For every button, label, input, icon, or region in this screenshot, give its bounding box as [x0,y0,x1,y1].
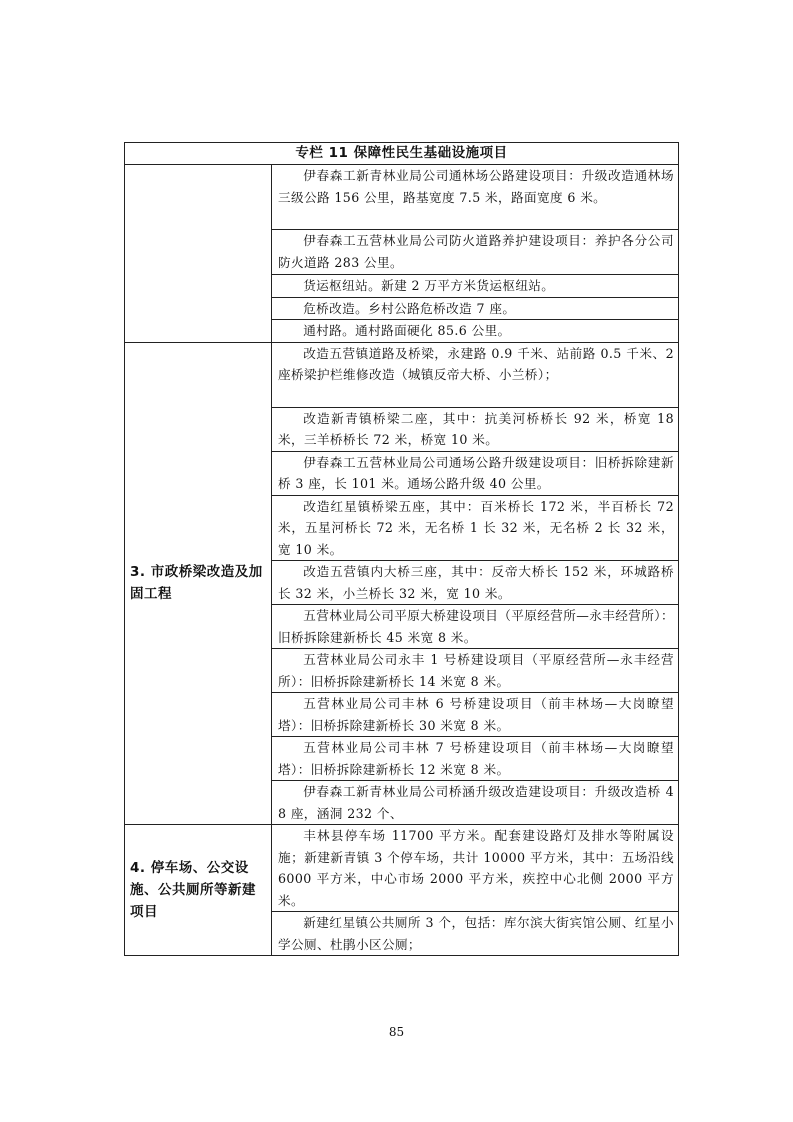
project-item: 五营林业局公司丰林 7 号桥建设项目（前丰林场—大岗瞭望塔）：旧桥拆除建新桥长 12 米宽 8 米。 [272,737,679,781]
project-item: 伊春森工新青林业局公司通林场公路建设项目：升级改造通林场三级公路 156 公里，路基宽度 7.5 米，路面宽度 6 米。 [272,165,679,230]
infrastructure-projects-table [124,142,679,956]
project-item: 伊春森工五营林业局公司通场公路升级建设项目：旧桥拆除建新桥 3 座，长 101 米。通场公路升级 40 公里。 [272,451,679,495]
project-item: 危桥改造。乡村公路危桥改造 7 座。 [272,297,679,320]
project-item: 伊春森工五营林业局公司防火道路养护建设项目：养护各分公司防火道路 283 公里。 [272,230,679,275]
project-item: 改造五营镇道路及桥梁，永建路 0.9 千米、站前路 0.5 千米、2 座桥梁护栏维修改造（城镇反帝大桥、小兰桥）； [272,342,679,407]
project-item: 五营林业局公司平原大桥建设项目（平原经营所—永丰经营所）：旧桥拆除建新桥长 45 米宽 8 米。 [272,605,679,649]
category-cell-continued [125,165,272,343]
project-item: 改造五营镇内大桥三座，其中：反帝大桥长 152 米，环城路桥长 32 米，小兰桥长 32 米，宽 10 米。 [272,561,679,605]
table-row [125,825,679,912]
table-row [125,165,679,230]
category-cell-bridges: 3. 市政桥梁改造及加固工程 [125,342,272,825]
project-item: 五营林业局公司永丰 1 号桥建设项目（平原经营所—永丰经营所）：旧桥拆除建新桥长 14 米宽 8 米。 [272,649,679,693]
category-cell-parking: 4. 停车场、公交设施、公共厕所等新建项目 [125,825,272,956]
project-item: 通村路。通村路面硬化 85.6 公里。 [272,320,679,343]
table-row [125,342,679,407]
project-item: 丰林县停车场 11700 平方米。配套建设路灯及排水等附属设施；新建新青镇 3 个停车场，共计 10000 平方米，其中：五场沿线 6000 平方米，中心市场 2000 平方米，疾控中心北侧 2000 平方米。 [272,825,679,912]
project-item: 货运枢纽站。新建 2 万平方米货运枢纽站。 [272,275,679,298]
project-item: 新建红星镇公共厕所 3 个，包括：库尔滨大街宾馆公厕、红星小学公厕、杜鹃小区公厕； [272,912,679,956]
project-item: 改造新青镇桥梁二座，其中：抗美河桥桥长 92 米，桥宽 18 米，三羊桥桥长 72 米，桥宽 10 米。 [272,407,679,451]
table-title: 专栏 11 保障性民生基础设施项目 [125,143,679,165]
project-item: 伊春森工新青林业局公司桥涵升级改造建设项目：升级改造桥 48 座，涵洞 232 个、 [272,781,679,825]
page-number: 85 [388,1025,405,1039]
project-item: 改造红星镇桥梁五座，其中：百米桥长 172 米，半百桥长 72 米，五星河桥长 72 米，无名桥 1 长 32 米，无名桥 2 长 32 米，宽 10 米。 [272,495,679,561]
project-item: 五营林业局公司丰林 6 号桥建设项目（前丰林场—大岗瞭望塔）：旧桥拆除建新桥长 30 米宽 8 米。 [272,693,679,737]
table-title-row [125,143,679,165]
